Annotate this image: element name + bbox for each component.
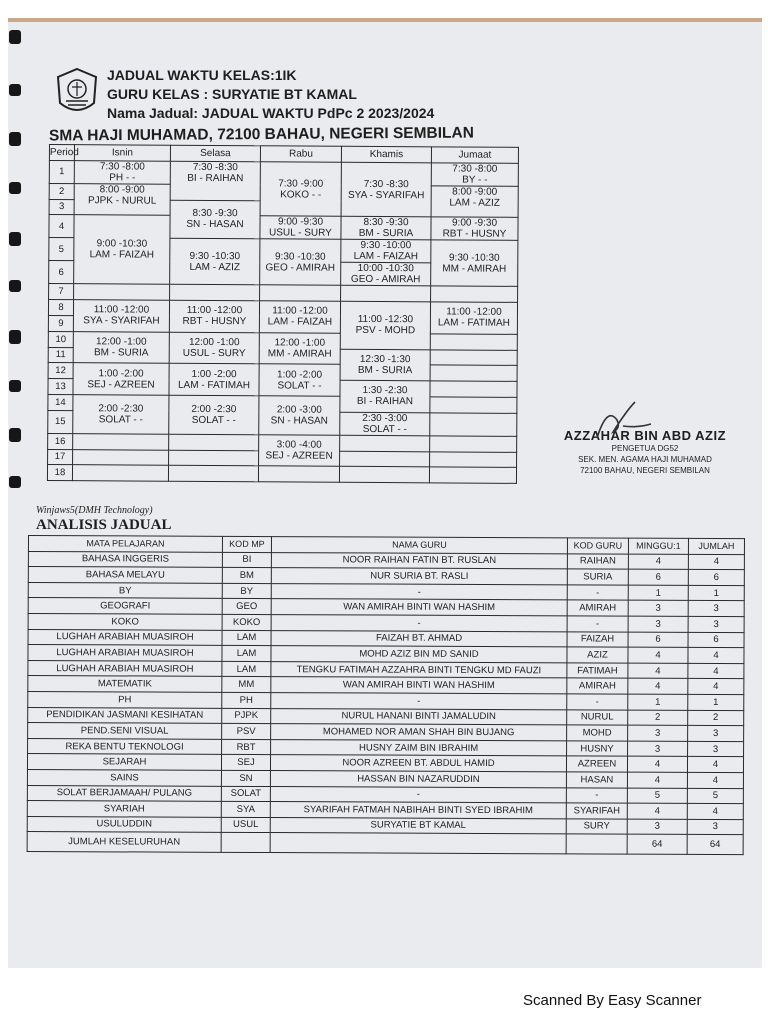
empty-slot <box>339 467 429 483</box>
lesson-cell: 8:00 -9:00 LAM - AZIZ <box>431 186 518 218</box>
code-cell: PH <box>222 692 271 708</box>
teacher-cell: WAN AMIRAH BINTI WAN HASHIM <box>271 677 567 694</box>
col-header-rabu: Rabu <box>260 146 341 162</box>
lesson-cell: 9:00 -10:30 LAM - FAIZAH <box>74 215 170 285</box>
lesson-cell: 2:00 -2:30 SOLAT - - <box>169 395 259 434</box>
col-header-isnin: Isnin <box>74 145 170 161</box>
code-cell: SEJ <box>221 755 270 771</box>
lesson-cell: 1:00 -2:00 LAM - FATIMAH <box>169 364 259 396</box>
teacher-cell: - <box>270 786 566 803</box>
empty-slot <box>430 349 517 365</box>
period-number: 14 <box>48 394 73 410</box>
lesson-cell: 9:00 -9:30 RBT - HUSNY <box>431 217 518 241</box>
empty-slot <box>431 286 518 302</box>
binder-ring <box>9 280 21 292</box>
teacher-cell: SURYATIE BT KAMAL <box>270 817 566 834</box>
week-cell: 4 <box>628 678 688 694</box>
teacher-code-cell: - <box>567 616 628 632</box>
total-cell: 4 <box>687 757 743 773</box>
period-number: 15 <box>48 410 73 433</box>
lesson-cell: 9:00 -9:30 USUL - SURY <box>260 216 341 239</box>
lesson-cell: 7:30 -8:30 SYA - SYARIFAH <box>341 162 431 217</box>
week-cell: 6 <box>628 569 688 585</box>
lesson-cell: 1:00 -2:00 SOLAT - - <box>259 364 340 396</box>
analysis-header-total: JUMLAH <box>688 538 744 554</box>
lesson-cell: 8:30 -9:30 SN - HASAN <box>170 200 260 239</box>
empty-slot <box>72 465 168 481</box>
week-cell: 6 <box>628 632 688 648</box>
period-number: 4 <box>49 215 74 238</box>
analysis-header-subject: MATA PELAJARAN <box>28 536 222 552</box>
teacher-cell: NUR SURIA BT. RASLI <box>271 568 567 585</box>
teacher-code-cell: FATIMAH <box>567 663 628 679</box>
teacher-cell: - <box>271 615 567 632</box>
total-cell: 1 <box>688 585 744 601</box>
teacher-cell: - <box>271 583 567 600</box>
col-header-khamis: Khamis <box>341 146 431 162</box>
lesson-cell: 2:00 -2:30 SOLAT - - <box>73 395 169 434</box>
empty-slot <box>168 466 258 482</box>
total-cell: 3 <box>688 601 744 617</box>
lesson-cell: 12:00 -1:00 BM - SURIA <box>73 331 169 363</box>
subject-cell: MATEMATIK <box>28 676 222 692</box>
teacher-code-cell: HUSNY <box>567 741 628 757</box>
period-number: 9 <box>48 315 73 331</box>
total-cell: 4 <box>687 803 743 819</box>
binder-ring <box>9 380 21 392</box>
empty-slot <box>430 365 517 381</box>
empty-slot <box>169 450 259 466</box>
teacher-cell: WAN AMIRAH BINTI WAN HASHIM <box>271 599 567 616</box>
lesson-cell: 1:30 -2:30 BI - RAIHAN <box>340 380 430 412</box>
empty-slot <box>341 286 431 302</box>
analysis-header-teacher: NAMA GURU <box>271 537 567 554</box>
lesson-cell: 7:30 -9:00 KOKO - - <box>260 162 341 217</box>
empty-slot <box>430 381 517 397</box>
teacher-cell: FAIZAH BT. AHMAD <box>271 630 567 647</box>
signature-scribble-icon <box>587 398 657 446</box>
principal-title: PENGETUA DG52 <box>611 444 679 453</box>
class-title: JADUAL WAKTU KELAS:1IK <box>107 67 297 83</box>
empty-slot <box>73 449 169 465</box>
subject-cell: LUGHAH ARABIAH MUASIROH <box>28 660 222 676</box>
teacher-cell: HUSNY ZAIM BIN IBRAHIM <box>271 739 567 756</box>
binder-ring <box>9 30 21 44</box>
code-cell: PSV <box>222 723 271 739</box>
week-cell: 3 <box>627 819 687 835</box>
empty-slot <box>258 466 339 482</box>
teacher-code-cell: AZIZ <box>567 647 628 663</box>
period-number: 16 <box>48 433 73 449</box>
lesson-cell: 9:30 -10:00 LAM - FAIZAH <box>341 240 431 264</box>
code-cell: GEO <box>222 599 271 615</box>
total-label: JUMLAH KESELURUHAN <box>27 832 221 853</box>
teacher-cell: NOOR AZREEN BT. ABDUL HAMID <box>270 755 566 772</box>
total-cell: 1 <box>688 694 744 710</box>
teacher-cell: TENGKU FATIMAH AZZAHRA BINTI TENGKU MD FAUZI <box>271 661 567 678</box>
total-cell: 3 <box>688 741 744 757</box>
subject-cell: BY <box>28 582 222 598</box>
analysis-rows <box>27 551 744 835</box>
lesson-cell: 7:30 -8:30 BI - RAIHAN <box>170 161 260 200</box>
subject-cell: PENDIDIKAN JASMANI KESIHATAN <box>28 707 222 723</box>
lesson-cell: 11:00 -12:00 LAM - FAIZAH <box>259 301 340 333</box>
period-number: 2 <box>49 183 74 199</box>
empty-slot <box>430 413 517 437</box>
binder-ring <box>9 232 21 246</box>
principal-address: 72100 BAHAU, NEGERI SEMBILAN <box>580 466 710 475</box>
period-number: 12 <box>48 363 73 379</box>
code-cell: SN <box>221 770 270 786</box>
empty-slot <box>430 334 517 350</box>
week-cell: 4 <box>627 803 687 819</box>
teacher-cell: HASSAN BIN NAZARUDDIN <box>270 770 566 787</box>
lesson-cell: 1:00 -2:00 SEJ - AZREEN <box>73 363 169 395</box>
subject-cell: SYARIAH <box>27 801 221 817</box>
principal-signature-block <box>545 398 745 476</box>
empty-slot <box>430 436 517 452</box>
lesson-cell: 12:00 -1:00 MM - AMIRAH <box>259 333 340 365</box>
lesson-cell: 11:00 -12:30 PSV - MOHD <box>340 301 430 349</box>
empty-slot <box>430 397 517 413</box>
teacher-code-cell: - <box>567 585 628 601</box>
lesson-cell: 10:00 -10:30 GEO - AMIRAH <box>341 263 431 287</box>
teacher-code-cell: - <box>567 694 628 710</box>
empty-slot <box>74 284 170 300</box>
total-cell: 3 <box>687 819 743 835</box>
lesson-cell: 9:30 -10:30 MM - AMIRAH <box>431 240 518 287</box>
week-cell: 3 <box>628 725 688 741</box>
period-number: 5 <box>49 238 74 261</box>
lesson-cell: 8:00 -9:00 PJPK - NURUL <box>74 183 170 215</box>
period-number: 13 <box>48 379 73 395</box>
lesson-cell: 7:30 -8:00 PH - - <box>74 160 170 184</box>
total-cell: 2 <box>688 710 744 726</box>
total-cell: 4 <box>688 554 744 570</box>
code-cell: SYA <box>221 801 270 817</box>
total-week: 64 <box>627 834 687 854</box>
period-number: 8 <box>48 300 73 316</box>
total-cell: 3 <box>688 726 744 742</box>
empty-slot <box>73 433 169 449</box>
analysis-title: ANALISIS JADUAL <box>36 517 172 533</box>
total-cell: 4 <box>688 679 744 695</box>
code-cell: PJPK <box>222 708 271 724</box>
total-cell: 4 <box>687 772 743 788</box>
principal-name: AZZAHAR BIN ABD AZIZ <box>563 428 727 443</box>
empty-slot <box>170 285 260 301</box>
teacher-code-cell: SURIA <box>567 569 628 585</box>
subject-cell: PH <box>28 691 222 707</box>
timetable-grid <box>47 144 519 484</box>
subject-cell: SOLAT BERJAMAAH/ PULANG <box>27 785 221 801</box>
subject-cell: USULUDDIN <box>27 816 221 832</box>
period-number: 7 <box>49 284 74 300</box>
total-cell: 6 <box>688 570 744 586</box>
total-cell: 4 <box>688 648 744 664</box>
week-cell: 2 <box>628 710 688 726</box>
week-cell: 4 <box>628 663 688 679</box>
week-cell: 4 <box>627 756 687 772</box>
class-teacher: GURU KELAS : SURYATIE BT KAMAL <box>107 86 357 102</box>
teacher-cell: MOHAMED NOR AMAN SHAH BIN BUJANG <box>271 724 567 741</box>
week-cell: 1 <box>628 585 688 601</box>
teacher-cell: MOHD AZIZ BIN MD SANID <box>271 646 567 663</box>
subject-cell: LUGHAH ARABIAH MUASIROH <box>28 645 222 661</box>
lesson-cell: 12:00 -1:00 USUL - SURY <box>169 332 259 364</box>
timetable-header <box>107 66 434 123</box>
binder-ring <box>9 84 21 96</box>
subject-cell: BAHASA MELAYU <box>28 567 222 583</box>
software-credit: Winjaws5(DMH Technology) <box>36 505 153 516</box>
teacher-code-cell: RAIHAN <box>567 553 628 569</box>
subject-cell: GEOGRAFI <box>28 598 222 614</box>
analysis-header-code: KOD MP <box>222 536 271 552</box>
empty-cell <box>221 833 270 853</box>
week-cell: 4 <box>628 554 688 570</box>
lesson-cell: 12:30 -1:30 BM - SURIA <box>340 349 430 381</box>
total-cell: 3 <box>688 616 744 632</box>
subject-cell: PEND.SENI VISUAL <box>28 723 222 739</box>
analysis-total-row <box>27 832 743 855</box>
empty-slot <box>429 467 516 483</box>
week-cell: 1 <box>628 694 688 710</box>
code-cell: BY <box>222 583 271 599</box>
code-cell: MM <box>222 677 271 693</box>
lesson-cell: 7:30 -8:00 BY - - <box>431 163 518 187</box>
period-number: 11 <box>48 347 73 363</box>
teacher-code-cell: SYARIFAH <box>566 803 627 819</box>
lesson-cell: 9:30 -10:30 GEO - AMIRAH <box>260 239 341 285</box>
total-cell: 4 <box>688 663 744 679</box>
code-cell: BM <box>222 568 271 584</box>
analysis-header-week: MINGGU:1 <box>628 538 688 554</box>
teacher-cell: - <box>271 692 567 709</box>
teacher-cell: SYARIFAH FATMAH NABIHAH BINTI SYED IBRAHIM <box>270 802 566 819</box>
school-crest-icon <box>54 67 100 119</box>
empty-slot <box>340 451 430 467</box>
schedule-name: Nama Jadual: JADUAL WAKTU PdPc 2 2023/2024 <box>107 105 435 121</box>
period-number: 10 <box>48 331 73 347</box>
teacher-code-cell: SURY <box>566 819 627 835</box>
teacher-cell: NOOR RAIHAN FATIN BT. RUSLAN <box>271 552 567 569</box>
code-cell: USUL <box>221 817 270 833</box>
teacher-code-cell: - <box>566 787 627 803</box>
teacher-code-cell: FAIZAH <box>567 631 628 647</box>
code-cell: SOLAT <box>221 786 270 802</box>
lesson-cell: 8:30 -9:30 BM - SURIA <box>341 217 431 241</box>
teacher-cell: NURUL HANANI BINTI JAMALUDIN <box>271 708 567 725</box>
lesson-cell: 9:30 -10:30 LAM - AZIZ <box>170 239 260 286</box>
total-cell: 6 <box>688 632 744 648</box>
period-number: 6 <box>49 261 74 284</box>
principal-school: SEK. MEN. AGAMA HAJI MUHAMAD <box>578 455 712 464</box>
week-cell: 3 <box>628 741 688 757</box>
scanner-watermark: Scanned By Easy Scanner <box>523 992 702 1009</box>
lesson-cell: 2:30 -3:00 SOLAT - - <box>340 412 430 436</box>
subject-cell: KOKO <box>28 613 222 629</box>
period-number: 18 <box>47 465 72 481</box>
binder-ring <box>9 182 21 194</box>
subject-cell: BAHASA INGGERIS <box>28 551 222 567</box>
teacher-code-cell: NURUL <box>567 709 628 725</box>
code-cell: RBT <box>222 739 271 755</box>
lesson-cell: 3:00 -4:00 SEJ - AZREEN <box>259 435 340 467</box>
code-cell: KOKO <box>222 614 271 630</box>
subject-cell: SAINS <box>27 769 221 785</box>
total-sum: 64 <box>687 835 743 855</box>
period-number: 17 <box>48 449 73 465</box>
code-cell: LAM <box>222 630 271 646</box>
col-header-selasa: Selasa <box>170 145 260 161</box>
analysis-header-teacher-code: KOD GURU <box>567 538 628 554</box>
empty-slot <box>430 451 517 467</box>
lesson-cell: 11:00 -12:00 SYA - SYARIFAH <box>73 300 169 332</box>
binder-ring <box>9 476 21 488</box>
empty-slot <box>340 435 430 451</box>
lesson-cell: 11:00 -12:00 LAM - FATIMAH <box>430 302 517 334</box>
col-header-jumaat: Jumaat <box>431 147 518 163</box>
subject-cell: REKA BENTU TEKNOLOGI <box>28 738 222 754</box>
subject-cell: SEJARAH <box>27 754 221 770</box>
week-cell: 4 <box>627 772 687 788</box>
code-cell: BI <box>222 552 271 568</box>
empty-cell <box>270 833 566 854</box>
period-number: 1 <box>49 160 74 183</box>
week-cell: 4 <box>628 647 688 663</box>
empty-slot <box>169 434 259 450</box>
empty-cell <box>566 834 627 854</box>
teacher-code-cell: MOHD <box>567 725 628 741</box>
week-cell: 3 <box>628 600 688 616</box>
binder-ring <box>9 132 21 146</box>
teacher-code-cell: HASAN <box>566 772 627 788</box>
code-cell: LAM <box>222 661 271 677</box>
code-cell: LAM <box>222 646 271 662</box>
week-cell: 3 <box>628 616 688 632</box>
teacher-code-cell: AMIRAH <box>567 678 628 694</box>
empty-slot <box>260 285 341 301</box>
total-cell: 5 <box>687 788 743 804</box>
lesson-cell: 2:00 -3:00 SN - HASAN <box>259 396 340 435</box>
lesson-cell: 11:00 -12:00 RBT - HUSNY <box>169 300 259 332</box>
period-number: 3 <box>49 199 74 215</box>
binder-ring <box>9 428 21 442</box>
school-name: SMA HAJI MUHAMAD, 72100 BAHAU, NEGERI SEMBILAN <box>48 124 474 145</box>
subject-cell: LUGHAH ARABIAH MUASIROH <box>28 629 222 645</box>
week-cell: 5 <box>627 788 687 804</box>
col-header-period: Period <box>49 145 74 161</box>
binder-ring <box>9 330 21 344</box>
teacher-code-cell: AZREEN <box>566 756 627 772</box>
teacher-code-cell: AMIRAH <box>567 600 628 616</box>
analysis-table <box>27 535 745 855</box>
